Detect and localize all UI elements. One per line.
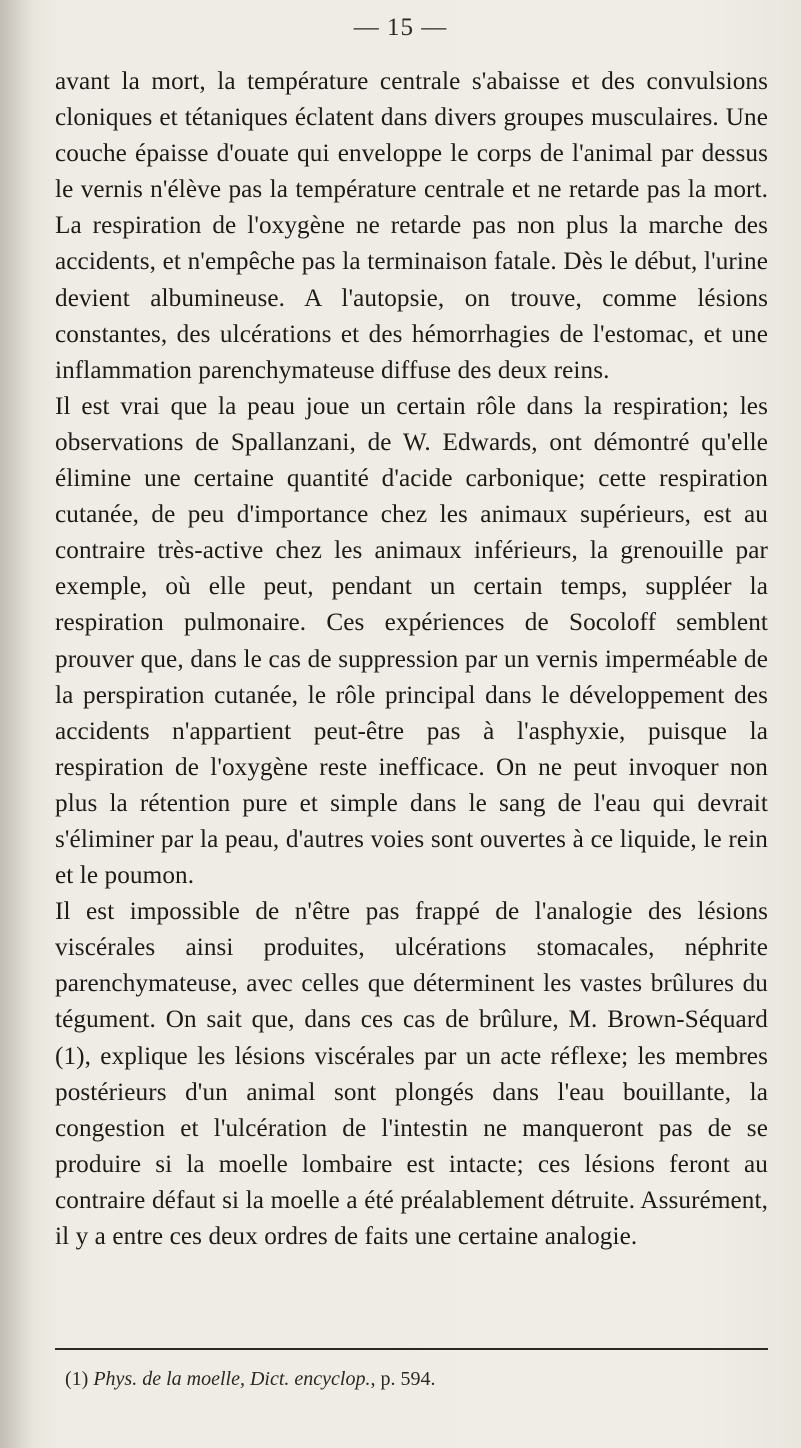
body-text [55, 64, 768, 1255]
footnote-title: Phys. de la moelle, Dict. encyclop. [93, 1368, 371, 1390]
paragraph-2: Il est vrai que la peau joue un certain rôle dans la respiration; les observations de Spallanzani, de W. Edwards, ont démontré qu'elle élimine une certaine quantité d'acide carbonique; cette respiration cutanée, de peu d'importance chez les animaux supérieurs, est au contraire très-active chez les animaux inférieurs, la grenouille par exemple, où elle peut, pendant un certain temps, suppléer la respiration pulmonaire. Ces expériences de Socoloff semblent prouver que, dans le cas de suppression par un vernis imperméable de la perspiration cutanée, le rôle principal dans le développement des accidents n'appartient peut-être pas à l'asphyxie, puisque la respiration de l'oxygène reste inefficace. On ne peut invoquer non plus la rétention pure et simple dans le sang de l'eau qui devrait s'éliminer par la peau, d'autres voies sont ouvertes à ce liquide, le rein et le poumon. [55, 392, 768, 890]
paragraph-1: avant la mort, la température centrale s'abaisse et des convulsions cloniques et tétaniques éclatent dans divers groupes musculaires. Une couche épaisse d'ouate qui enveloppe le corps de l'animal par dessus le vernis n'élève pas la température centrale et ne retarde pas la mort. La respiration de l'oxygène ne retarde pas non plus la marche des accidents, et n'empêche pas la terminaison fatale. Dès le début, l'urine devient albumineuse. A l'autopsie, on trouve, comme lésions constantes, des ulcérations et des hémorrhagies de l'estomac, et une inflammation parenchymateuse diffuse des deux reins. [55, 68, 768, 384]
footnote-marker: (1) [65, 1368, 89, 1390]
footnote [65, 1366, 765, 1392]
binding-shadow [0, 0, 34, 1448]
page-number: — 15 — [353, 14, 448, 41]
paragraph-3: Il est impossible de n'être pas frappé de l'analogie des lésions viscérales ainsi produites, ulcérations stomacales, néphrite parenchymateuse, avec celles que déterminent les vastes brûlures du tégument. On sait que, dans ces cas de brûlure, M. Brown-Séquard (1), explique les lésions viscérales par un acte réflexe; les membres postérieurs d'un animal sont plongés dans l'eau bouillante, la congestion et l'ulcération de l'intestin ne manqueront pas de se produire si la moelle lombaire est intacte; ces lésions feront au contraire défaut si la moelle a été préalablement détruite. Assurément, il y a entre ces deux ordres de faits une certaine analogie. [55, 898, 768, 1250]
footnote-page-ref: , p. 594. [370, 1368, 436, 1390]
footnote-rule [55, 1348, 768, 1350]
